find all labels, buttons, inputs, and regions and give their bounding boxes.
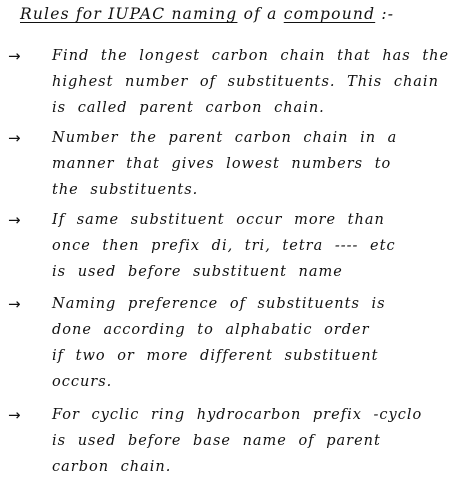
arrow-icon: → [8, 47, 21, 65]
rule-line: highest number of substituents. This chain [52, 74, 439, 90]
rule-line: is used before base name of parent [52, 433, 381, 449]
title-suffix: :- [375, 5, 395, 23]
arrow-icon: → [8, 295, 21, 313]
rule-line: done according to alphabatic order [52, 322, 370, 338]
rule-line: once then prefix di, tri, tetra ---- etc [52, 238, 396, 254]
rule-line: Number the parent carbon chain in a [52, 130, 398, 146]
rule-line: is called parent carbon chain. [52, 100, 325, 116]
rule-text [52, 207, 470, 285]
rule-line: the substituents. [52, 182, 199, 198]
rule-line: Find the longest carbon chain that has the [52, 48, 450, 64]
title-middle-part: of a [237, 5, 284, 23]
rule-text [52, 402, 470, 478]
arrow-icon: → [8, 129, 21, 147]
rule-line: manner that gives lowest numbers to [52, 156, 392, 172]
page-title [20, 5, 394, 23]
title-underlined-part: Rules for IUPAC naming [20, 5, 238, 23]
rule-text [52, 291, 470, 395]
arrow-icon: → [8, 211, 21, 229]
arrow-icon: → [8, 406, 21, 424]
rule-line: occurs. [52, 374, 113, 390]
rule-line: is used before substituent name [52, 264, 343, 280]
rule-text [52, 43, 470, 121]
rule-line: If same substituent occur more than [52, 212, 385, 228]
rule-text [52, 125, 470, 203]
rule-line: Naming preference of substituents is [52, 296, 386, 312]
rule-line: if two or more different substituent [52, 348, 379, 364]
rule-line: For cyclic ring hydrocarbon prefix -cyclo [52, 407, 423, 423]
rule-line: carbon chain. [52, 459, 172, 475]
title-underlined-part-2: compound [283, 5, 376, 23]
